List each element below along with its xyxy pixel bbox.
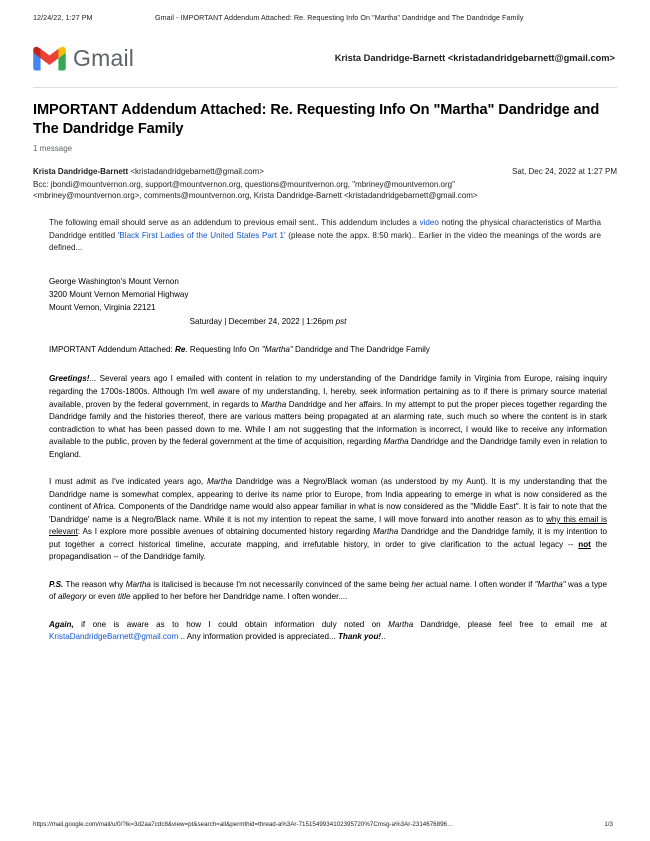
bcc-row-2 bbox=[33, 190, 617, 202]
p1-text-b: Dandridge and her affairs. In my attempt to put the proper pieces together regarding the Dandridge family and the histories thereof, there are various matters being propagated at an alarming rate, such much so where the content is in stark contradiction to what has been passed down to me. While I am not suggesting that the information is incorrect, I would like to receive any information available to the public, proven by the federal government at the time of acquisition, regarding bbox=[49, 399, 607, 447]
header-divider bbox=[33, 87, 617, 88]
from-sender-address: <kristadandridgebarnett@gmail.com> bbox=[130, 166, 264, 176]
p3-allegory-emphasis: allegory bbox=[58, 592, 87, 602]
re-martha: "Martha" bbox=[261, 344, 293, 354]
p2-text-b: Dandridge was a Negro/Black woman (as understood by my Aunt). It is my understanding that the Dandridge name is somewhat complex, appearing to derive its name prior to Europe, from India appearing to emerge in what is now considered as the continent of Africa. Components of the Dandridge name would also appear familiar in what is now considered as the "Middle East". It is fair to note that the 'Dandridge' name is a Negro/Black name. While it is not my intention to repeat the same, I will move forward into another reason as to bbox=[49, 477, 608, 524]
preview-text-2: noting the physical characteristics of Martha Dandridge entitled bbox=[49, 217, 601, 240]
addendum-preview bbox=[49, 217, 617, 255]
ps-label: P.S. bbox=[49, 579, 64, 589]
bcc-recipients-line2: <mbriney@mountvernon.org>, comments@mountvernon.org, Krista Dandridge-Barnett <kristadandridgebarnett@gmail.com> bbox=[33, 191, 478, 201]
re-line-part-2: . Requesting Info On bbox=[185, 344, 262, 354]
p4-text-c: .. Any information provided is appreciated... bbox=[178, 632, 338, 642]
p2-text-d: Dandridge and the Dandridge family, it is my intention to put together a correct historical timeline, accurate mapping, and irrefutable history, in order to give clarification to the actual legacy -- bbox=[49, 527, 607, 549]
from-sender bbox=[33, 166, 264, 178]
print-header-title: Gmail - IMPORTANT Addendum Attached: Re. Requesting Info On "Martha" Dandridge and The Dandridge Family bbox=[155, 13, 524, 22]
print-footer bbox=[33, 821, 617, 828]
p4-martha: Martha bbox=[388, 619, 414, 629]
preview-text-3: (please note the appx. 8:50 mark).. Earlier in the video the meanings of the words are defined... bbox=[49, 230, 601, 253]
address-line-2: 3200 Mount Vernon Memorial Highway bbox=[49, 290, 189, 300]
re-line-part-1: IMPORTANT Addendum Attached: bbox=[49, 344, 175, 354]
p1-martha-1: Martha bbox=[261, 399, 287, 409]
recipient-address-block bbox=[49, 275, 607, 314]
account-identity: Krista Dandridge-Barnett <kristadandridgebarnett@gmail.com> bbox=[334, 53, 615, 63]
p3-text-f: applied to her before her Dandridge name. I often wonder.... bbox=[130, 592, 348, 602]
again-label: Again, bbox=[49, 619, 74, 629]
body-paragraph-closing bbox=[49, 619, 607, 644]
print-header-date: 12/24/22, 1:27 PM bbox=[33, 13, 93, 22]
body-paragraph-1 bbox=[49, 373, 607, 461]
p2-martha-2: Martha bbox=[373, 527, 399, 537]
body-paragraph-ps bbox=[49, 579, 607, 604]
video-title-link[interactable]: 'Black First Ladies of the United States Part 1' bbox=[117, 230, 286, 240]
thank-you-emphasis: Thank you! bbox=[337, 632, 382, 642]
message-header bbox=[33, 166, 617, 202]
p1-text-c: Dandridge and the Dandridge family even in relation to England. bbox=[49, 437, 607, 459]
bcc-recipients-line1: jbondi@mountvernon.org, support@mountvernon.org, questions@mountvernon.org, "mbriney@mountvernon.org" bbox=[50, 179, 455, 189]
re-line-part-3: Dandridge and The Dandridge Family bbox=[292, 344, 430, 354]
message-date: Sat, Dec 24, 2022 at 1:27 PM bbox=[512, 166, 617, 176]
datestamp-timezone: pst bbox=[335, 317, 347, 327]
gmail-wordmark: Gmail bbox=[73, 44, 135, 71]
contact-email-link[interactable]: KristaDandridgeBarnett@gmail.com bbox=[49, 632, 179, 642]
re-emphasis: Re bbox=[174, 344, 186, 354]
address-line-3: Mount Vernon, Virginia 22121 bbox=[49, 303, 156, 313]
p2-not-emphasis: not bbox=[578, 539, 591, 549]
datestamp-text: Saturday | December 24, 2022 | 1:26pm bbox=[189, 317, 336, 327]
p4-text-d: .. bbox=[381, 632, 386, 642]
p4-text-b: Dandridge, please feel free to email me at bbox=[413, 619, 607, 629]
p3-text-e: or even bbox=[86, 592, 118, 602]
p2-text-e: the propagandisation -- of the Dandridge family. bbox=[49, 539, 607, 562]
p2-relevance-underline: why this email is relevant bbox=[49, 514, 607, 537]
p2-text-a: I must admit as I've indicated years ago, bbox=[49, 477, 207, 487]
email-body bbox=[49, 275, 617, 644]
from-sender-name: Krista Dandridge-Barnett bbox=[33, 166, 129, 176]
p3-title-emphasis: title bbox=[117, 592, 131, 602]
body-paragraph-2 bbox=[49, 476, 607, 564]
gmail-m-icon bbox=[33, 46, 66, 71]
print-header bbox=[33, 0, 617, 22]
address-line-1: George Washington's Mount Vernon bbox=[49, 277, 179, 287]
preview-text-1: The following email should serve as an addendum to previous email sent.. This addendum includes a bbox=[49, 217, 420, 227]
p3-martha-2: "Martha" bbox=[534, 579, 566, 589]
p2-martha-1: Martha bbox=[206, 477, 233, 487]
body-datestamp bbox=[49, 316, 607, 329]
footer-url: https://mail.google.com/mail/u/0/?ik=3d2aa7cdc8&view=pt&search=all&permthid=thread-a%3Ar-7151549934102395720%7Cmsg-a%3Ar-2314676896… bbox=[33, 821, 454, 828]
gmail-logo bbox=[33, 45, 134, 72]
p3-her-emphasis: her bbox=[411, 579, 424, 589]
p2-text-c: : As I explore more possible avenues of obtaining documented history regarding bbox=[77, 527, 373, 537]
from-row bbox=[33, 166, 617, 178]
p3-text-a: The reason why bbox=[63, 579, 126, 589]
p1-martha-2: Martha bbox=[383, 437, 409, 447]
page-title: IMPORTANT Addendum Attached: Re. Requesting Info On "Martha" Dandridge and The Dandridge Family bbox=[33, 102, 600, 137]
p1-text-a: ... Several years ago I emailed with content in relation to my understanding of the Dandridge family in Virginia from Europe, raising inquiry regarding the 1700s-1800s. Although I'm well aware of my understanding, I, hereby, seek information pertaining as to if there is primary source material available, proven by the federal government, in regards to bbox=[49, 374, 607, 409]
body-subject-line bbox=[49, 344, 607, 357]
logo-account-row bbox=[33, 41, 617, 75]
footer-page-number: 1/3 bbox=[604, 821, 613, 828]
message-count: 1 message bbox=[33, 143, 73, 153]
bcc-label: Bcc: bbox=[33, 179, 49, 189]
bcc-row-1 bbox=[33, 179, 617, 191]
video-link[interactable]: video bbox=[419, 217, 439, 227]
p3-text-c: actual name. I often wonder if bbox=[423, 579, 535, 589]
p3-text-d: was a type of bbox=[49, 579, 607, 602]
p3-text-b: is italicised is because I'm not necessarily convinced of the same being bbox=[150, 579, 412, 589]
p3-martha-1: Martha bbox=[125, 579, 151, 589]
p4-text-a: if one is aware as to how I could obtain information duly noted on bbox=[73, 619, 389, 629]
greeting-emphasis: Greetings! bbox=[49, 374, 90, 384]
